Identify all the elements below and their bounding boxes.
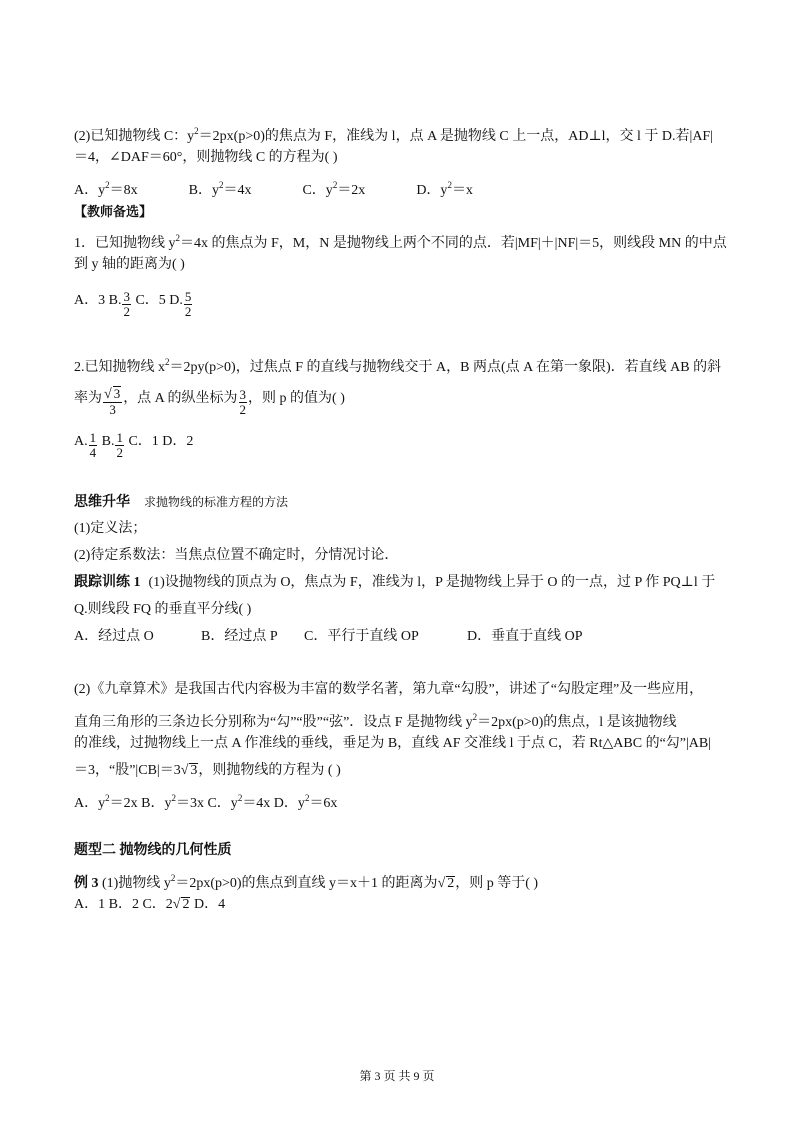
example-3-line: 例 3 (1)抛物线 $y^2=2px(p>0)$的焦点到直线 y＝x＋1 的距离为√ 2，则 p 等于( ) [74, 873, 539, 891]
fraction: $\frac{1}{2}$ [116, 430, 123, 460]
teacher-p2-options: A. $\frac{1}{4}$ B. $\frac{1}{2}$ C．1 D．2 [74, 430, 194, 460]
fraction: $\frac{3}{2}$ [239, 387, 247, 417]
section-heading: 题型二 抛物线的几何性质 [74, 843, 232, 858]
thinking-item-1: (1)定义法； [74, 521, 147, 536]
teacher-p1-options: A．3 B. $\frac{3}{2}$ C．5 D. $\frac{5}{2}$ [74, 289, 192, 319]
q2-line-2: ＝4，∠DAF＝60°，则抛物线 C 的方程为( ) [74, 150, 338, 165]
q2b-line-2: 直角三角形的三条边长分别称为“勾”“股”“弦”．设点 F 是抛物线 $y^2=2px(p>0)$的焦点，l 是该抛物线 [74, 712, 677, 730]
q2b-options: A．$y^2=2x$ B．$y^2=3x$ C．$y^2=4x$ D．$y^2=6x$ [74, 793, 338, 811]
fraction: $\frac{√ 3}{3}$ [104, 386, 121, 417]
q2b-line-3: 的准线，过抛物线上一点 A 作准线的垂线，垂足为 B，直线 AF 交准线 l 于点 C，若 Rt△ABC 的“勾”|AB| [74, 736, 712, 751]
q2b-line-4: ＝3，“股”|CB|＝3√ 3，则抛物线的方程为 ( ) [74, 763, 341, 778]
teacher-p2-line-2: 率为 $\frac{√ 3}{3}$ ，点 A 的纵坐标为 $\frac{3}{2}$ ，则 p 的值为( ) [74, 386, 345, 417]
teacher-p2-line-1: 2.已知抛物线 $x^2=2py(p>0)$，过焦点 F 的直线与抛物线交于 A，B 两点(点 A 在第一象限)．若直线 AB 的斜 [74, 357, 722, 375]
teacher-heading: 【教师备选】 [74, 204, 153, 219]
q2-options: A．$y^2=8x$ B．$y^2=4x$ C．$y^2=2x$ D．$y^2=x$ [74, 180, 473, 198]
teacher-p1-line-2: 到 y 轴的距离为( ) [74, 257, 185, 272]
fraction: $\frac{5}{2}$ [184, 289, 192, 319]
teacher-p1-line-1: 1．已知抛物线 $y^2=4x$ 的焦点为 F，M，N 是抛物线上两个不同的点．若|MF|＋|NF|＝5，则线段 MN 的中点 [74, 233, 727, 251]
thinking-item-2: (2)待定系数法：当焦点位置不确定时，分情况讨论． [74, 548, 399, 563]
example-3-options: A．1 B．2 C．2√ 2 D．4 [74, 897, 226, 912]
thinking-heading: 思维升华 求抛物线的标准方程的方法 [74, 495, 289, 510]
page-footer: 第 3 页 共 9 页 [359, 1069, 435, 1083]
q2b-line-1: (2)《九章算术》是我国古代内容极为丰富的数学名著，第九章“勾股”，讲述了“勾股定理”及一些应用， [74, 682, 704, 697]
follow-options: A．经过点 O B．经过点 P C．平行于直线 OP D．垂直于直线 OP [74, 629, 583, 644]
fraction: $\frac{1}{4}$ [89, 430, 97, 460]
follow-line-2: Q.则线段 FQ 的垂直平分线( ) [74, 602, 252, 617]
q2-line-1: (2)已知抛物线 C：$y^2=2px(p>0)$的焦点为 F，准线为 l，点 A 是抛物线 C 上一点，AD⊥l，交 l 于 D.若|AF| [74, 126, 714, 144]
fraction: $\frac{3}{2}$ [123, 289, 130, 319]
follow-line-1: 跟踪训练 1 (1)设抛物线的顶点为 O，焦点为 F，准线为 l，P 是抛物线上异于 O 的一点，过 P 作 PQ⊥l 于 [74, 575, 716, 590]
